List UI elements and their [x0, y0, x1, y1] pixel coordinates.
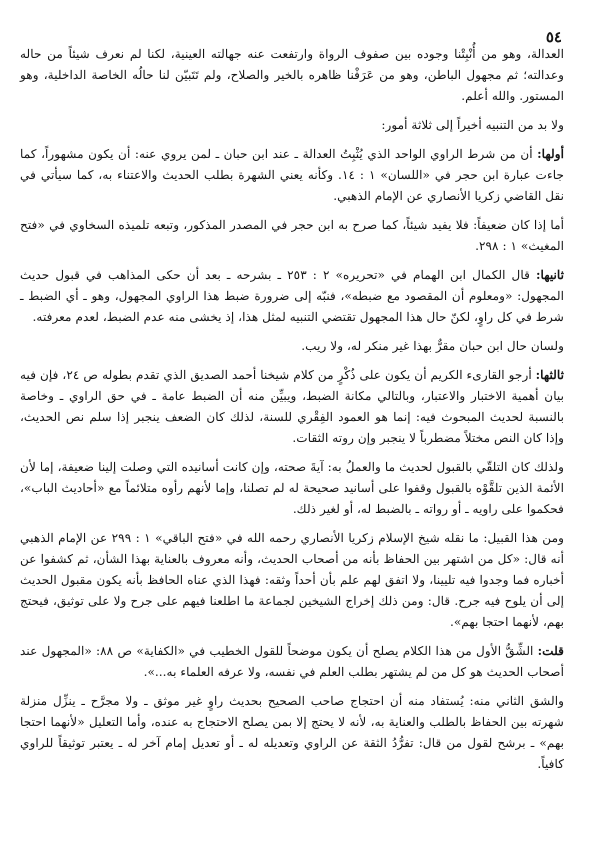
paragraph-text: ولذلك كان التلقّي بالقبول لحديث ما والعملُ به: آيةَ صحته، وإن كانت أسانيده التي وصلت إلينا ضعيفة، إما لأن الأئمة الذين تلقَّوْه بالقبول وقفوا على أسانيد صحيحة له لم تصلنا، وإما لأنهم رأوه متلائماً مع «أحاديث الباب»، فحكموا على راويه ـ أو رواته ـ بالضبط له، أو لغير ذلك. [20, 460, 564, 516]
paragraph [20, 691, 564, 775]
paragraph-text: أما إذا كان ضعيفاً: فلا يفيد شيئاً، كما صرح به ابن حجر في المصدر المذكور، وتبعه تلميذه السخاوي في «فتح المغيث» ١ : ٢٩٨. [20, 218, 564, 253]
page-body [20, 44, 564, 775]
paragraph-lead: أولها: [537, 147, 564, 161]
paragraph-lead: ثانيها: [535, 268, 564, 282]
paragraph [20, 336, 564, 357]
paragraph-text: ولسان حال ابن حبان مقرٌّ بهذا غير منكر له، ولا ريب. [301, 339, 564, 353]
paragraph-text: العدالة، وهو من أُنْبِتْنا وجوده بين صفوف الرواة وارتفعت عنه جهالته العينية، لكنا لم نعرف شيئاً من حاله وعدالته؛ ثم مجهول الباطن، وهو من عَرَفْنا ظاهره بالخير والصلاح، ولم تَتَبيّن لنا حالُه الخاصة الداخلية، وهو المستور. والله أعلم. [20, 47, 564, 103]
paragraph-text: الشِّقُّ الأول من هذا الكلام يصلح أن يكون موضحاً للقول الخطيب في «الكفاية» ص ٨٨: «المجهول عند أصحاب الحديث هو كل من لم يشتهر بطلب العلم في نفسه، ولا عرفه العلماء به...». [20, 644, 564, 679]
paragraph [20, 215, 564, 257]
page-number: ٥٤ [545, 28, 562, 46]
paragraph [20, 365, 564, 449]
paragraph-text: أن من شرط الراوي الواحد الذي يُثْبِتُ العدالة ـ عند ابن حبان ـ لمن يروي عنه: أن يكون مشهوراً، كما جاءت عبارة ابن حجر في «اللسان» ١ : ١٤. وكأنه يعني الشهرة بطلب الحديث والاعتناء به، كما سيأتي في نقل القاضي زكريا الأنصاري عن الإمام الذهبي. [20, 147, 564, 203]
paragraph [20, 457, 564, 520]
paragraph-text: ولا بد من التنبيه أخيراً إلى ثلاثة أمور: [381, 118, 564, 132]
paragraph [20, 641, 564, 683]
paragraph [20, 528, 564, 633]
paragraph-text: أرجو القارىء الكريم أن يكون على ذُكْرٍ من كلام شيخنا أحمد الصديق الذي تقدم بطوله ص ٢٤، فإن فيه بيان أهمية الاختبار والاعتبار، وبالتالي مكانة الضبط، ويبيِّن منه أن الضبط عامة ـ في حق الراوي ـ وخاصة بالنسبة لحديث المبحوث فيه: إنما هو العمود الفِقْري للسنة، لذلك كان الضعف ينجبر إذا سلم نص الحديث، وإذا كان النص مختلاً مضطرباً لا ينجبر وإن روته الثقات. [20, 368, 564, 445]
paragraph-text: والشق الثاني منه: يُستفاد منه أن احتجاج صاحب الصحيح بحديث راوٍ غير موثق ـ ولا مجرَّح ـ ينزِّل منزلة شهرته بين الحفاظ بالطلب والعناية به، لأنه لا يحتج إلا بمن يصلح الاحتجاج به عنده، وأما التعليل «لأنهما احتجا بهم» ـ برشح لقول من قال: تفرُّدُ الثقة عن الراوي وتعديله له ـ أو تعديل إمام آخر له ـ يعتبر توثيقاً للراوي كافياً. [20, 694, 564, 771]
paragraph [20, 44, 564, 107]
paragraph-lead: ثالثها: [535, 368, 564, 382]
paragraph [20, 115, 564, 136]
paragraph-lead: قلت: [537, 644, 564, 658]
paragraph-text: قال الكمال ابن الهمام في «تحريره» ٢ : ٢٥٣ ـ بشرحه ـ بعد أن حكى المذاهب في قبول حديث المجهول: «ومعلوم أن المقصود مع ضبطه»، فنبّه إلى ضرورة ضبط هذا الراوي المجهول، وهو ـ أي الضبط ـ شرط في كل راوٍ، لكنّ حال هذا المجهول تقتضي التنبيه لمثل هذا، إذ يخشى منه عدم الضبط، لعدم معرفته. [20, 268, 564, 324]
paragraph-text: ومن هذا القبيل: ما نقله شيخ الإسلام زكريا الأنصاري رحمه الله في «فتح الباقي» ١ : ٢٩٩ عن الإمام الذهبي أنه قال: «كل من اشتهر بين الحفاظ بأنه من أصحاب الحديث، وأنه معروف بالعناية بهذا الشأن، ثم كشفوا عن أخباره فما وجدوا فيه تليينا، ولا اتفق لهم علم بأن أحداً وثقه: فهذا الذي عناه الحافظ بأنه يكون مقبول الحديث إلى أن يلوح فيه جرح. قال: ومن ذلك إخراج الشيخين لجماعة ما اطلعنا فيهم على جرح ولا على توثيق، فيحتج بهم، لأنهما احتجا بهم». [20, 531, 564, 629]
paragraph [20, 144, 564, 207]
paragraph [20, 265, 564, 328]
